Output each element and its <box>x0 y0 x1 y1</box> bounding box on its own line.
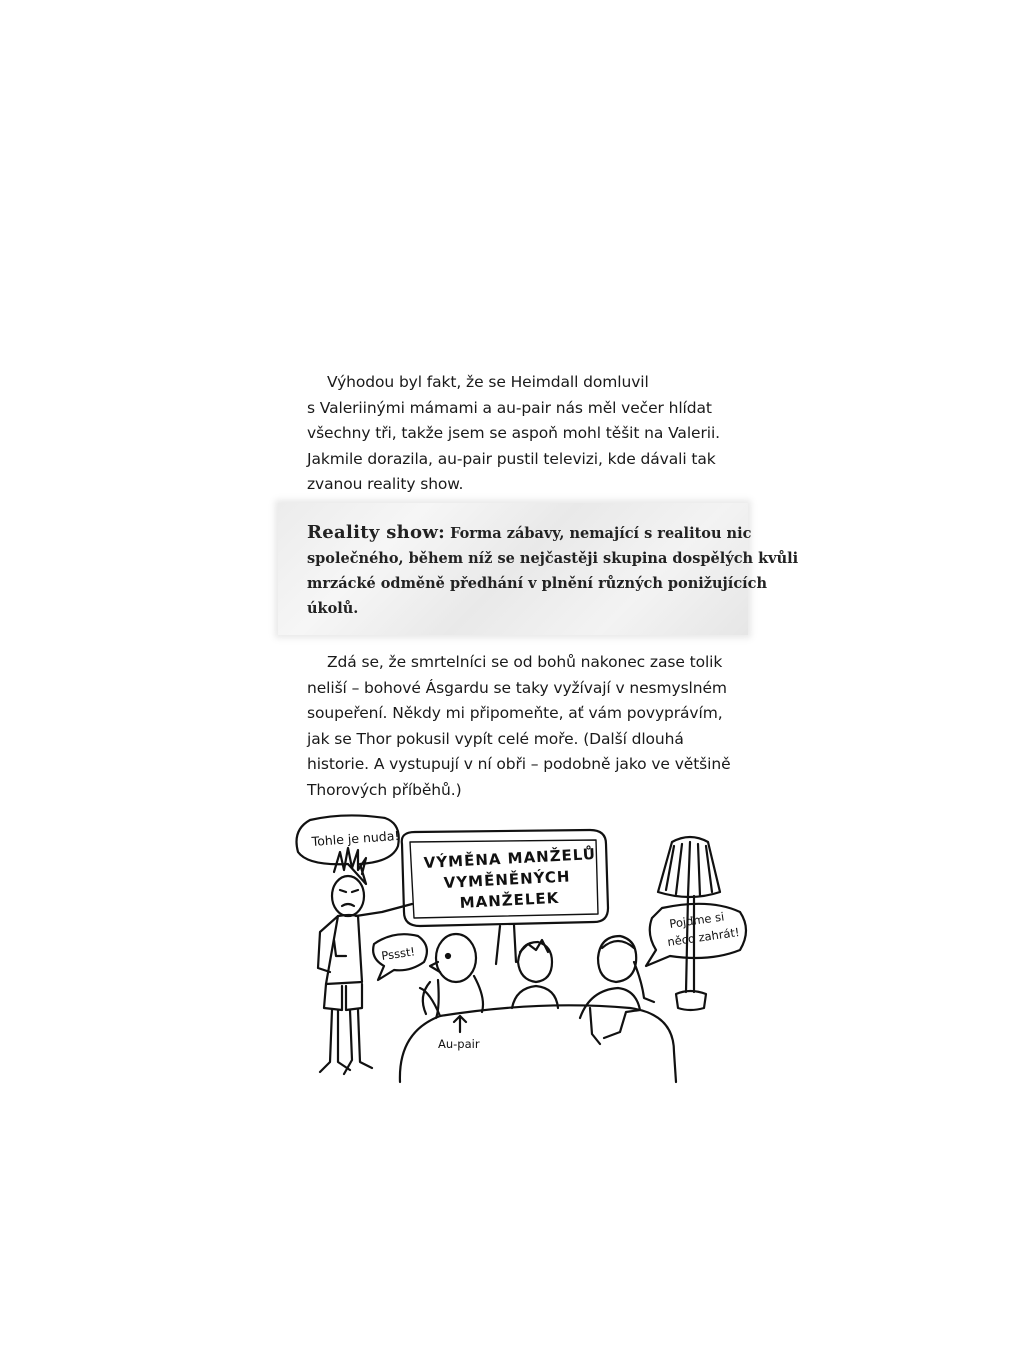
couch <box>400 988 676 1082</box>
arrow-up-icon <box>454 1016 466 1032</box>
paragraph-line: zvanou reality show. <box>307 475 464 493</box>
paragraph-line: Jakmile dorazila, au-pair pustil televizi, kde dávali tak <box>307 449 716 468</box>
au-pair-label: Au-pair <box>438 1037 480 1051</box>
paragraph-1 <box>307 370 727 498</box>
tv-title-line-2: VYMĚNĚNÝCH <box>443 867 571 892</box>
bubble-left-text: Tohle je nuda! <box>311 827 400 849</box>
paragraph-line: Thorových příběhů.) <box>307 780 462 799</box>
paragraph-line: jak se Thor pokusil vypít celé moře. (Další dlouhá <box>307 729 684 748</box>
paragraph-line: Zdá se, že smrtelníci se od bohů nakonec zase tolik <box>327 653 723 671</box>
au-pair-figure <box>423 934 483 1018</box>
glossary-line: mrzácké odměně předhání v plnění různých ponižujících <box>307 575 768 592</box>
glossary-line: společného, během níž se nejčastěji skupina dospělých kvůli <box>307 550 799 567</box>
paragraph-line: Výhodou byl fakt, že se Heimdall domluvil <box>327 373 649 391</box>
tv-title-line-3: MANŽELEK <box>459 888 560 912</box>
paragraph-line: historie. A vystupují v ní obři – podobně jako ve většině <box>307 755 731 773</box>
cartoon-illustration <box>290 812 750 1084</box>
glossary-definition <box>307 520 799 621</box>
bubble-right-text-1: Pojďme si <box>668 909 726 931</box>
tv-title-line-1: VÝMĚNA MANŽELŮ <box>423 844 597 872</box>
paragraph-2 <box>307 650 731 803</box>
cartoon-svg <box>290 812 750 1084</box>
girl-figure <box>580 936 654 1044</box>
bubble-right-text-2: něco zahrát! <box>666 924 741 949</box>
paragraph-line: s Valeriinými mámami a au-pair nás měl večer hlídat <box>307 398 712 417</box>
glossary-term: Reality show: <box>307 522 446 543</box>
bubble-pssst-text: Pssst! <box>380 944 416 963</box>
middle-boy <box>512 940 558 1008</box>
paragraph-line: neliší – bohové Ásgardu se taky vyžívají v nesmyslném <box>307 678 727 697</box>
paragraph-line: všechny tři, takže jsem se aspoň mohl těšit na Valerii. <box>307 424 720 442</box>
glossary-line: úkolů. <box>307 600 359 617</box>
paragraph-line: soupeření. Někdy mi připomeňte, ať vám povyprávím, <box>307 704 723 722</box>
glossary-line: Forma zábavy, nemající s realitou nic <box>450 525 752 542</box>
